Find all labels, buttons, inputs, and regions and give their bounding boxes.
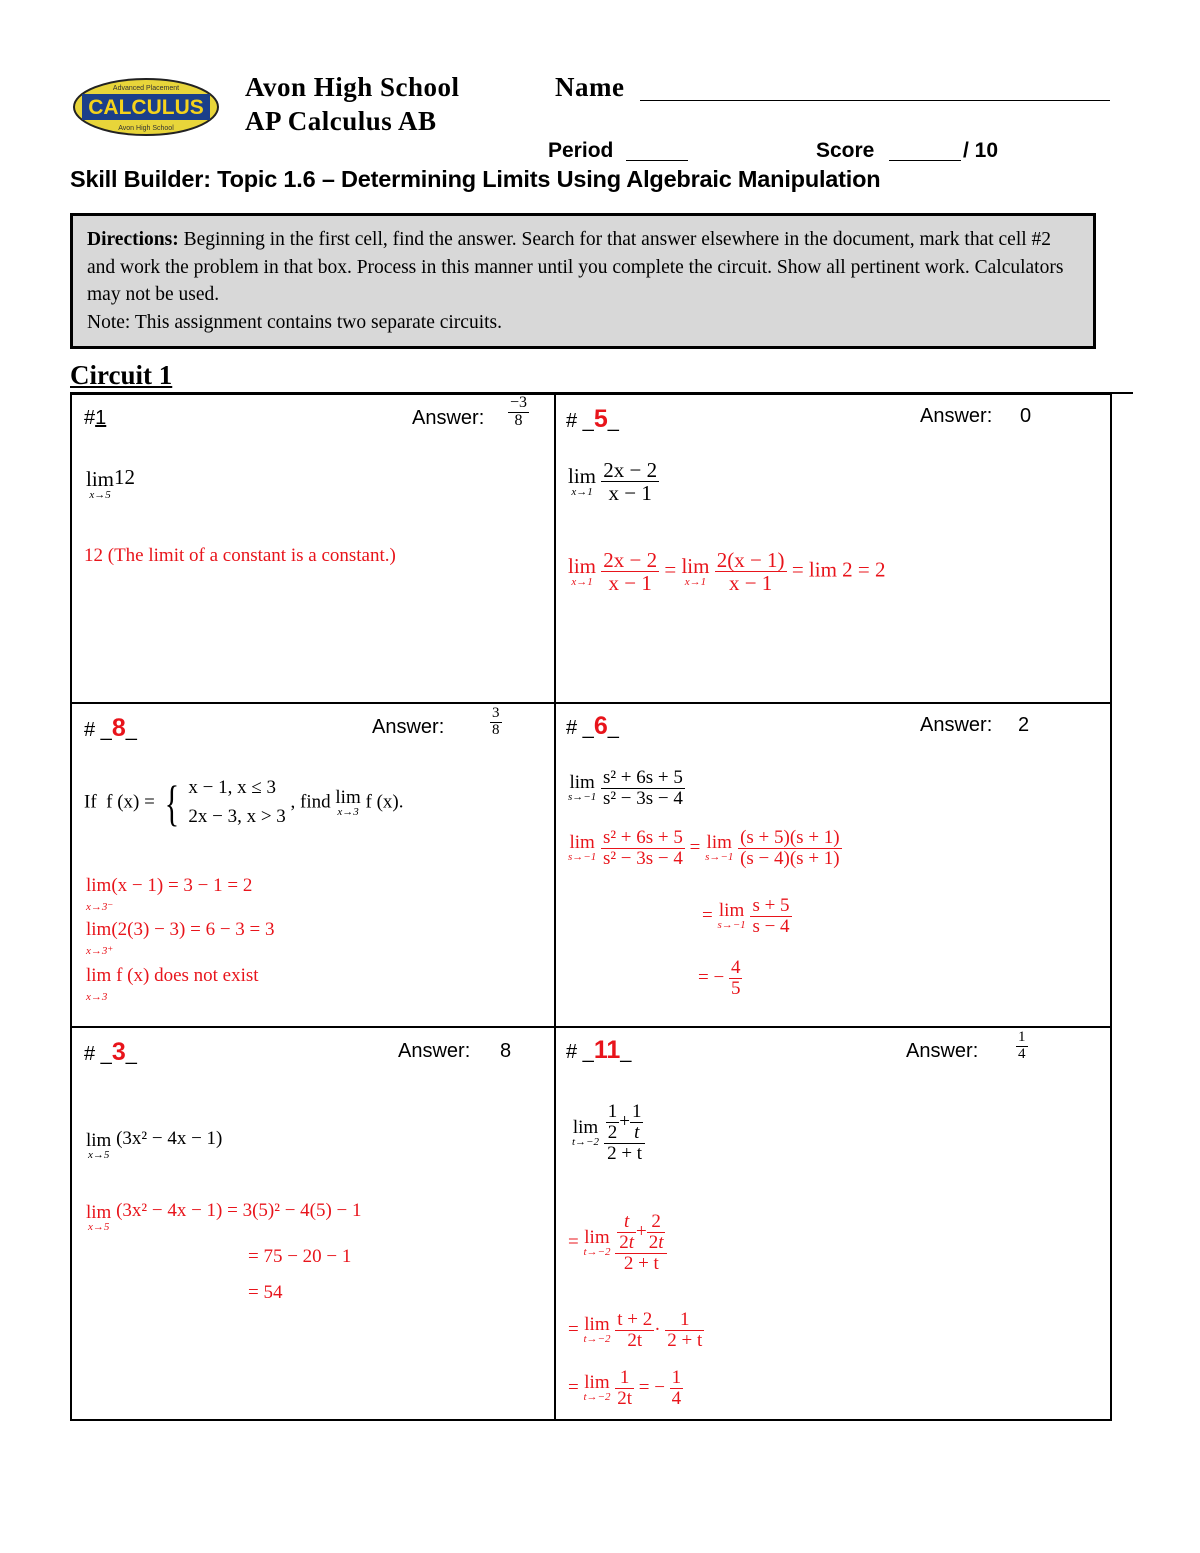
- problem: lim t→−2 $\frac{1}{2}$ + $\frac{1}{t}$ 2 + t: [572, 1102, 645, 1164]
- cell-5: [554, 393, 1112, 704]
- cell-3: [70, 1026, 556, 1421]
- svg-text:Avon High School: Avon High School: [118, 125, 174, 132]
- answer-value: 2: [1018, 714, 1030, 736]
- work-right-limit: lim(2(3) − 3) = 6 − 3 = 3 x→3⁺: [86, 919, 275, 957]
- cell-number: # _6_: [566, 712, 619, 740]
- problem: lim x→5 (3x² − 4x − 1): [86, 1128, 223, 1161]
- name-label: Name: [555, 72, 625, 102]
- answer-label: Answer:: [906, 1040, 979, 1062]
- work-factor: lim s→−1 $\frac{\text{s² + 6s + 5}}{\text{s² − 3s − 4}}$ = lim s→−1 $\frac{(s + 5)(s + 1)}{(s - 4)(s + 1)}$: [568, 827, 840, 869]
- answer-label: Answer:: [398, 1040, 471, 1062]
- answer-label: Answer:: [372, 716, 445, 738]
- period-label: Period: [548, 139, 614, 162]
- cell-11: [554, 1026, 1112, 1421]
- work-common-denominator: = lim t→−2 $\frac{t}{2t}$ + $\frac{2}{2t}$ 2 + t: [568, 1212, 667, 1274]
- course-name: AP Calculus AB: [245, 106, 437, 136]
- work-substitute: lim x→5 (3x² − 4x − 1) = 3(5)² − 4(5) − 1: [86, 1200, 362, 1233]
- work-result: = 54: [248, 1282, 283, 1303]
- directions-label: Directions:: [87, 229, 179, 250]
- work-result: = lim t→−2 $\frac{1}{2t}$ = − $\frac{1}{4}$: [568, 1367, 682, 1409]
- work-multiply: = lim t→−2 $\frac{t + 2}{2t}$ · $\frac{1}{2 + t}$: [568, 1309, 703, 1351]
- score-total: / 10: [963, 139, 999, 162]
- problem: lim x→1 $\frac{2x - 2}{x - 1}$: [568, 458, 658, 506]
- cell-number: #1: [84, 407, 107, 429]
- work-conclusion: lim f (x) does not exist x→3: [86, 965, 259, 1003]
- work-arithmetic: = 75 − 20 − 1: [248, 1246, 352, 1267]
- school-name: Avon High School: [245, 72, 460, 102]
- problem: lim x→5 12: [86, 465, 136, 502]
- work: lim x→1 $\frac{2x - 2}{x - 1}$ = lim x→1 $\frac{2(x - 1)}{x - 1}$ = lim 2 = 2: [568, 548, 886, 596]
- score-label: Score: [816, 139, 875, 162]
- work: 12 (The limit of a constant is a constant.): [84, 545, 396, 566]
- answer-value: $\frac{1}{4}$: [1018, 1029, 1026, 1062]
- problem: If f (x) = { x − 1, x ≤ 3 2x − 3, x > 3 , find lim x→3 f (x).: [84, 774, 404, 831]
- calculus-logo: [72, 76, 220, 138]
- answer-label: Answer:: [920, 405, 993, 427]
- cell-1: [70, 393, 556, 704]
- answer-value: $\frac{-3}{8}$: [510, 394, 528, 429]
- cell-number: # _8_: [84, 714, 137, 742]
- period-field[interactable]: [626, 160, 688, 161]
- answer-value: 0: [1020, 405, 1032, 427]
- svg-text:CALCULUS: CALCULUS: [88, 96, 204, 119]
- name-field[interactable]: [640, 100, 1110, 101]
- directions-text: Beginning in the first cell, find the answer. Search for that answer elsewhere in the document, mark that cell #2 and work the problem in that box. Process in this manner until you complete the circuit. Show all pertinent work. Calculators may not be used.: [87, 229, 1064, 305]
- directions-box: [70, 213, 1096, 349]
- directions-note: Note: This assignment contains two separate circuits.: [87, 311, 503, 333]
- cell-number: # _5_: [566, 405, 619, 433]
- answer-label: Answer:: [412, 407, 485, 429]
- cell-number: # _3_: [84, 1038, 137, 1066]
- svg-text:Advanced Placement: Advanced Placement: [112, 85, 180, 92]
- answer-label: Answer:: [920, 714, 993, 736]
- problem: lim s→−1 $\frac{\text{s² + 6s + 5}}{\text{s² − 3s − 4}}$: [568, 767, 683, 809]
- cell-6: [554, 702, 1112, 1028]
- answer-value: $\frac{3}{8}$: [492, 705, 500, 738]
- cell-number: # _11_: [566, 1036, 632, 1064]
- score-field[interactable]: [889, 160, 961, 161]
- circuit-title: Circuit 1: [70, 360, 173, 390]
- work-result: = − $\frac{4}{5}$: [698, 957, 741, 999]
- answer-value: 8: [500, 1040, 512, 1062]
- cell-8: [70, 702, 556, 1028]
- page-title: Skill Builder: Topic 1.6 – Determining Limits Using Algebraic Manipulation: [70, 166, 881, 192]
- work-left-limit: lim(x − 1) = 3 − 1 = 2 x→3⁻: [86, 875, 253, 913]
- work-reduce: = lim s→−1 $\frac{s + 5}{s - 4}$: [702, 895, 790, 937]
